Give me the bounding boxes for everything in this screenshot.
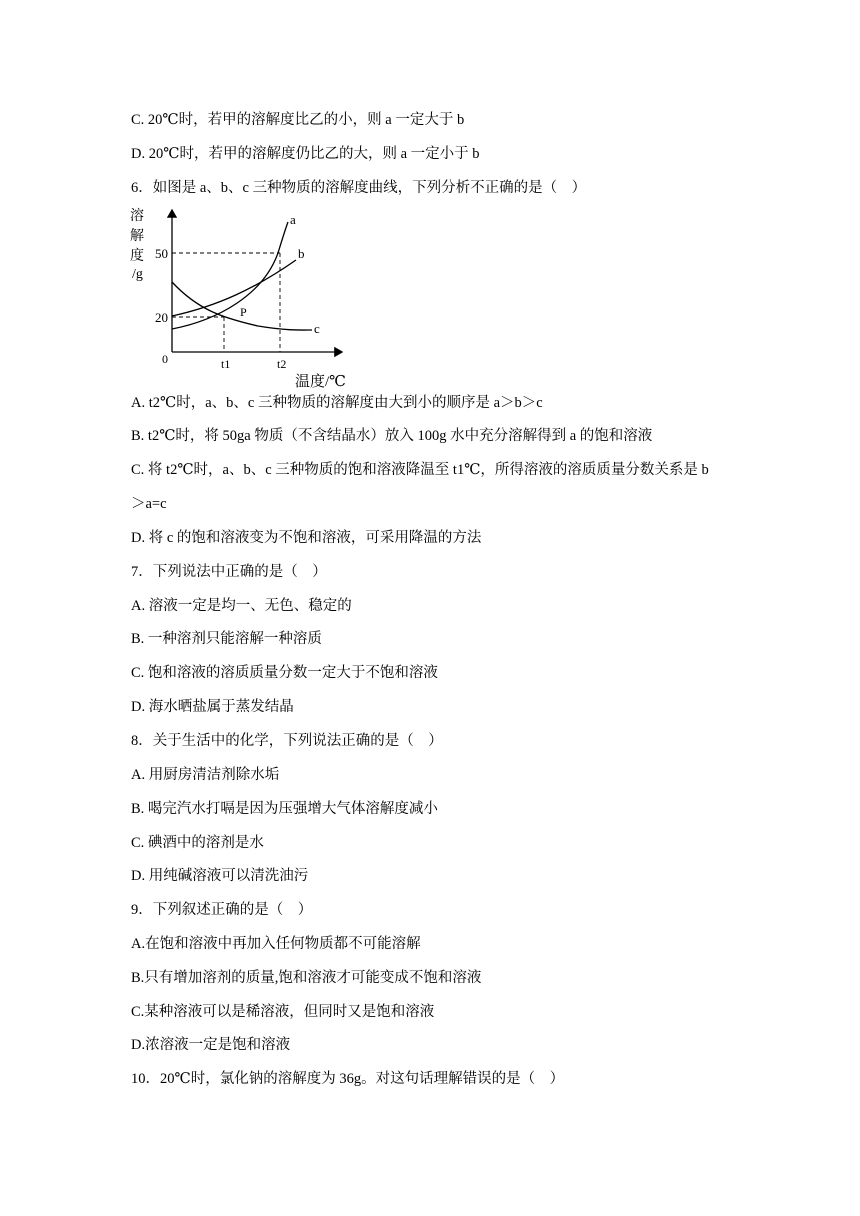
option-9a: A.在饱和溶液中再加入任何物质都不可能溶解 (131, 936, 421, 952)
y-axis-label-4: /g (132, 267, 143, 282)
option-6c-line1: C. 将 t2℃时，a、b、c 三种物质的饱和溶液降温至 t1℃，所得溶液的溶质质量分数关系是 b (131, 462, 709, 478)
option-9b: B.只有增加溶剂的质量,饱和溶液才可能变成不饱和溶液 (131, 970, 482, 986)
option-6c-line2: ＞a=c (131, 496, 167, 512)
option-8c: C. 碘酒中的溶剂是水 (131, 835, 264, 851)
point-p-label: P (240, 305, 247, 319)
question-6: 6．如图是 a、b、c 三种物质的溶解度曲线，下列分析不正确的是（ ） (131, 180, 587, 196)
y-tick-50: 50 (155, 246, 168, 261)
option-7a: A. 溶液一定是均一、无色、稳定的 (131, 598, 352, 614)
y-tick-20: 20 (155, 310, 168, 325)
question-8: 8．关于生活中的化学，下列说法正确的是（ ） (131, 733, 443, 749)
option-5c: C. 20℃时，若甲的溶解度比乙的小，则 a 一定大于 b (131, 112, 465, 128)
question-7: 7．下列说法中正确的是（ ） (131, 564, 327, 580)
option-9d: D.浓溶液一定是饱和溶液 (131, 1037, 291, 1053)
solubility-chart (128, 200, 358, 392)
curve-label-a: a (290, 212, 296, 227)
x-tick-t1: t1 (221, 357, 231, 371)
y-axis-label-3: 度 (130, 249, 144, 264)
solubility-curve-figure (128, 200, 358, 392)
x-tick-t2: t2 (277, 357, 287, 371)
option-7c: C. 饱和溶液的溶质质量分数一定大于不饱和溶液 (131, 665, 438, 681)
question-10: 10．20℃时，氯化钠的溶解度为 36g。对这句话理解错误的是（ ） (131, 1071, 565, 1087)
curve-label-b: b (298, 246, 305, 261)
x-axis-label: 温度/℃ (295, 374, 346, 390)
option-8a: A. 用厨房清洁剂除水垢 (131, 767, 280, 783)
curve-label-c: c (314, 321, 320, 336)
option-6b: B. t2℃时，将 50ga 物质（不含结晶水）放入 100g 水中充分溶解得到 a 的饱和溶液 (131, 428, 653, 444)
origin-label: 0 (162, 352, 168, 366)
curve-a (172, 222, 288, 329)
option-7b: B. 一种溶剂只能溶解一种溶质 (131, 631, 322, 647)
y-axis-label-1: 溶 (130, 209, 144, 224)
option-7d: D. 海水晒盐属于蒸发结晶 (131, 699, 294, 715)
option-8d: D. 用纯碱溶液可以清洗油污 (131, 868, 309, 884)
option-6d: D. 将 c 的饱和溶液变为不饱和溶液，可采用降温的方法 (131, 530, 482, 546)
option-6a: A. t2℃时，a、b、c 三种物质的溶解度由大到小的顺序是 a＞b＞c (131, 395, 543, 411)
curve-b (172, 260, 296, 316)
option-5d: D. 20℃时，若甲的溶解度仍比乙的大，则 a 一定小于 b (131, 146, 480, 162)
option-9c: C.某种溶液可以是稀溶液，但同时又是饱和溶液 (131, 1004, 435, 1020)
option-8b: B. 喝完汽水打嗝是因为压强增大气体溶解度减小 (131, 801, 438, 817)
question-9: 9．下列叙述正确的是（ ） (131, 902, 313, 918)
y-axis-label-2: 解 (130, 229, 144, 244)
